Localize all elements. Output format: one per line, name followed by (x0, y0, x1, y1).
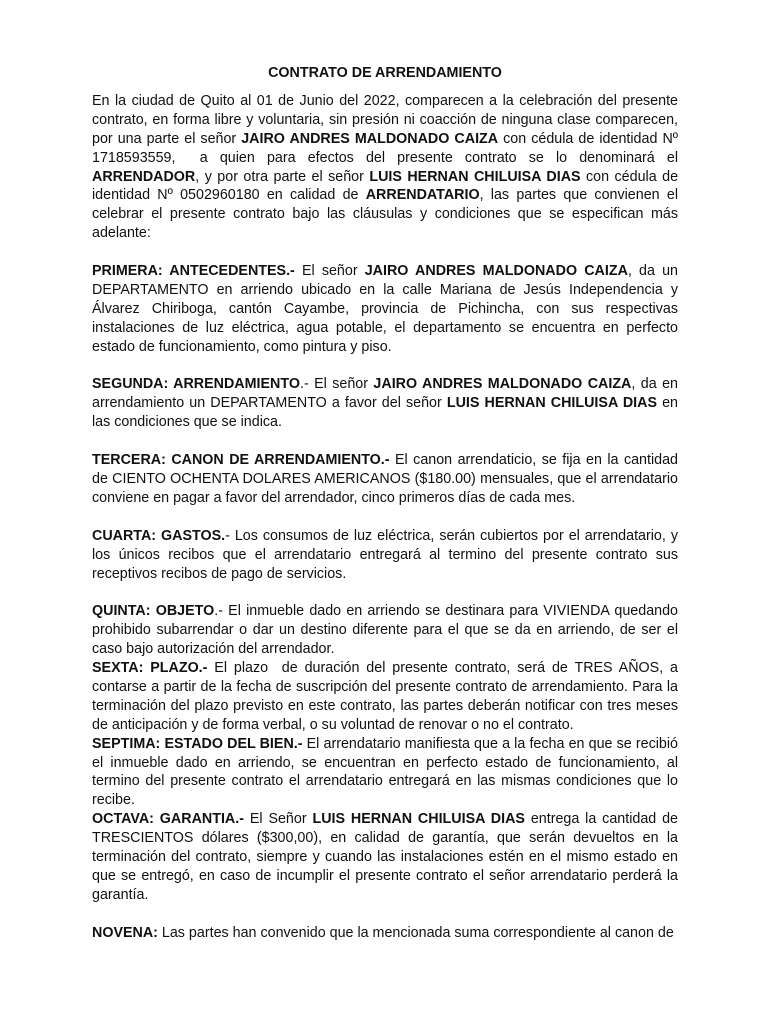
bold-text: JAIRO ANDRES MALDONADO CAIZA (373, 376, 632, 393)
bold-text: CUARTA: GASTOS. (92, 527, 226, 544)
text-segment: El plazo de duración del presente contrato, será de TRES AÑOS, a contarse a partir de la fecha de suscripción del presente contrato de arrendamiento. Para la terminación del plazo previsto en este contrato, las partes deberán notificar con tres meses de anticipación y de forma verbal, o su voluntad de renovar o no el contrato. (92, 660, 678, 733)
text-segment: , y por otra parte el señor (195, 168, 370, 185)
text-segment: con cédula de identidad Nº 1718593559, a quien para efectos del presente contrato se lo denominará el (92, 130, 679, 166)
text-segment: - Los consumos de luz eléctrica, serán cubiertos por el arrendatario, y los únicos recibos que el arrendatario entregará al termino del presente contrato sus receptivos recibos de pago de servicios. (92, 527, 678, 582)
bold-text: NOVENA: (92, 924, 158, 941)
paragraph-cuarta (92, 527, 678, 584)
bold-text: SEPTIMA: ESTADO DEL BIEN.- (92, 735, 303, 752)
bold-text: SEXTA: PLAZO.- (92, 660, 208, 677)
text-segment: En la ciudad de Quito al 01 de Junio del 2022, comparecen a la celebración del presente contrato, en forma libre y voluntaria, sin presión ni coacción de ninguna clase comparecen, por una parte el señor (92, 92, 678, 147)
bold-text: LUIS HERNAN CHILUISA DIAS (446, 395, 657, 412)
paragraph-intro (92, 92, 678, 243)
text-segment: con cédula de identidad Nº 0502960180 en calidad de (92, 168, 679, 204)
bold-text: PRIMERA: ANTECEDENTES.- (92, 263, 295, 280)
bold-text: QUINTA: OBJETO (92, 603, 215, 620)
text-segment: El canon arrendaticio, se fija en la cantidad de CIENTO OCHENTA DOLARES AMERICANOS ($180.00) mensuales, que el arrendatario conviene en pagar a favor del arrendador, cinco primeros días de cada mes. (92, 452, 678, 506)
text-segment: .- El inmueble dado en arriendo se destinara para VIVIENDA quedando prohibido subarrendar o dar un destino diferente para el que se da en arriendo, de ser el caso bajo autorización del arrendador. (92, 603, 678, 658)
bold-text: OCTAVA: GARANTIA.- (92, 811, 244, 828)
text-segment: Las partes han convenido que la mencionada suma correspondiente al canon de (157, 924, 674, 941)
document-page (92, 64, 678, 943)
bold-text: JAIRO ANDRES MALDONADO CAIZA (241, 130, 499, 147)
text-segment: El señor (294, 263, 365, 280)
paragraph-primera (92, 262, 678, 357)
text-segment: .- El señor (299, 376, 374, 393)
bold-text: LUIS HERNAN CHILUISA DIAS (312, 811, 525, 828)
paragraph-sexta (92, 659, 678, 735)
paragraph-octava (92, 810, 678, 905)
text-segment: entrega la cantidad de TRESCIENTOS dólares ($300,00), en calidad de garantía, que serán devueltos en la terminación del contrato, siempre y cuando las instalaciones estén en el mismo estado en que se entregó, en caso de incumplir el presente contrato el señor arrendatario perderá la garantía. (92, 811, 678, 903)
bold-text: ARRENDATARIO (365, 187, 480, 204)
text-segment: , da un DEPARTAMENTO en arriendo ubicado en la calle Mariana de Jesús Independencia y Álvarez Chiriboga, cantón Cayambe, provincia de Pichincha, con sus respectivas instalaciones de luz eléctrica, agua potable, el departamento se encuentra en perfecto estado de funcionamiento, como pintura y piso. (92, 263, 678, 355)
paragraph-novena (92, 924, 678, 943)
bold-text: ARRENDADOR (92, 168, 196, 185)
text-segment: , da en arrendamiento un DEPARTAMENTO a favor del señor (92, 376, 678, 412)
document-body (92, 92, 678, 943)
paragraph-tercera (92, 451, 678, 508)
bold-text: JAIRO ANDRES MALDONADO CAIZA (364, 263, 628, 280)
text-segment: , las partes que convienen el celebrar el presente contrato bajo las cláusulas y condiciones que se especifican más adelante: (92, 187, 678, 242)
bold-text: LUIS HERNAN CHILUISA DIAS (369, 168, 581, 185)
text-segment: en las condiciones que se indica. (92, 395, 678, 431)
document-title: CONTRATO DE ARRENDAMIENTO (268, 65, 502, 81)
bold-text: TERCERA: CANON DE ARRENDAMIENTO.- (92, 452, 390, 469)
bold-text: SEGUNDA: ARRENDAMIENTO (92, 376, 300, 393)
text-segment: El Señor (244, 811, 313, 828)
paragraph-septima (92, 735, 678, 811)
paragraph-quinta (92, 602, 678, 659)
text-segment: El arrendatario manifiesta que a la fecha en que se recibió el inmueble dado en arriendo, se encuentran en perfecto estado de funcionamiento, al termino del presente contrato el arrendatario entregará en las mismas condiciones que lo recibe. (92, 735, 678, 809)
paragraph-segunda (92, 375, 678, 432)
